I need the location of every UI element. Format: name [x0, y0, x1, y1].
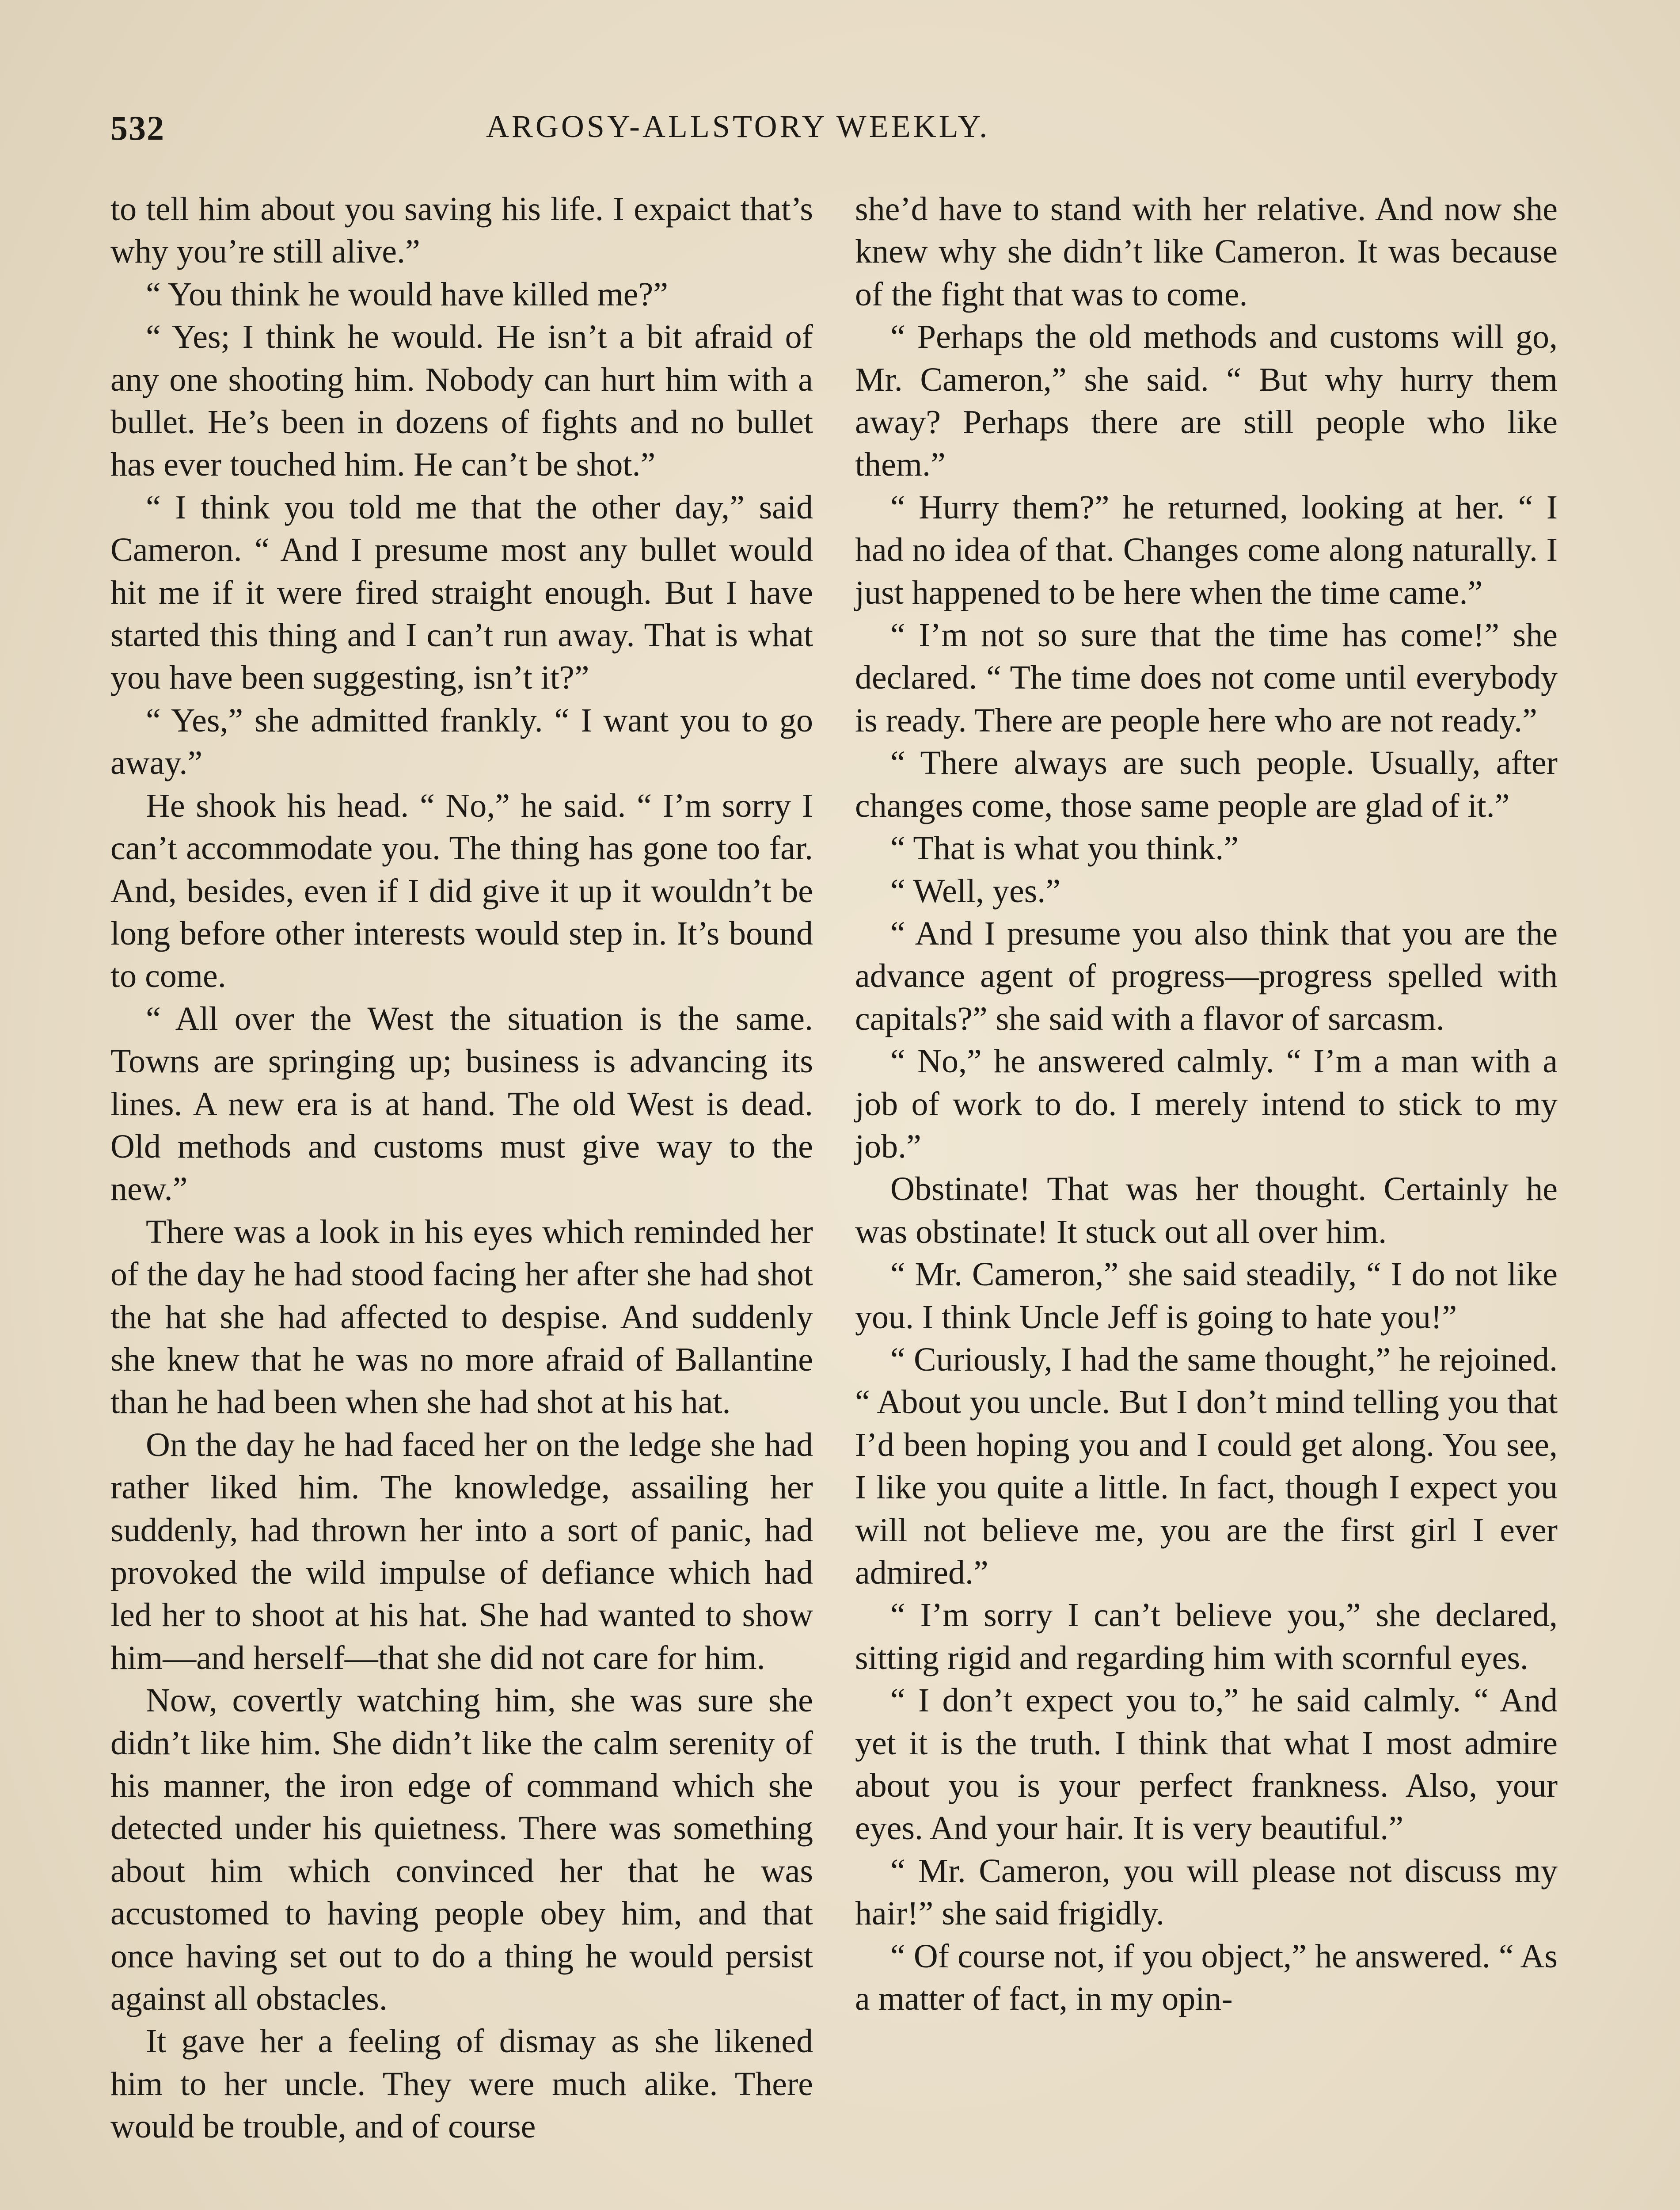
paragraph: “ Of course not, if you object,” he answered. “ As a matter of fact, in my opin-	[855, 1937, 1558, 2018]
right-column	[855, 188, 1558, 2020]
page-header	[110, 108, 1365, 157]
left-column	[110, 188, 813, 2148]
paragraph: Obstinate! That was her thought. Certainly he was obstinate! It stuck out all over him.	[855, 1170, 1558, 1250]
paragraph: On the day he had faced her on the ledge she had rather liked him. The knowledge, assailing her suddenly, had thrown her into a sort of panic, had provoked the wild impulse of defiance which had led her to shoot at his hat. She had wanted to show him—and herself—that she did not care for him.	[110, 1426, 813, 1677]
paragraph: “ Mr. Cameron, you will please not discuss my hair!” she said frigidly.	[855, 1852, 1558, 1932]
paragraph: “ I think you told me that the other day,” said Cameron. “ And I presume most any bullet would hit me if it were fired straight enough. But I have started this thing and I can’t run away. That is what you have been suggesting, isn’t it?”	[110, 488, 813, 697]
paragraph: “ All over the West the situation is the same. Towns are springing up; business is advancing its lines. A new era is at hand. The old West is dead. Old methods and customs must give way to the new.”	[110, 1000, 813, 1208]
paragraph: He shook his head. “ No,” he said. “ I’m sorry I can’t accommodate you. The thing has gone too far. And, besides, even if I did give it up it wouldn’t be long before other interests would step in. It’s bound to come.	[110, 787, 813, 995]
paragraph: she’d have to stand with her relative. And now she knew why she didn’t like Cameron. It was because of the fight that was to come.	[855, 191, 1558, 313]
paragraph: “ I don’t expect you to,” he said calmly. “ And yet it is the truth. I think that what I most admire about you is your perfect frankness. Also, your eyes. And your hair. It is very beautiful.”	[855, 1682, 1558, 1847]
running-title: ARGOSY-ALLSTORY WEEKLY.	[486, 109, 990, 144]
paragraph: “ I’m not so sure that the time has come!” she declared. “ The time does not come until everybody is ready. There are people here who are not ready.”	[855, 617, 1558, 739]
paragraph: “ Hurry them?” he returned, looking at her. “ I had no idea of that. Changes come along naturally. I just happened to be here when the time came.”	[855, 488, 1558, 611]
paragraph: There was a look in his eyes which reminded her of the day he had stood facing her after she had shot the hat she had affected to despise. And suddenly she knew that he was no more afraid of Ballantine than he had been when she had shot at his hat.	[110, 1213, 813, 1421]
page-number: 532	[110, 109, 165, 147]
paragraph: “ Curiously, I had the same thought,” he rejoined. “ About you uncle. But I don’t mind telling you that I’d been hoping you and I could get along. You see, I like you quite a little. In fact, though I expect you will not believe me, you are the first girl I ever admired.”	[855, 1341, 1558, 1591]
paragraph: to tell him about you saving his life. I expaict that’s why you’re still alive.”	[110, 191, 813, 271]
paragraph: “ Yes,” she admitted frankly. “ I want you to go away.”	[110, 701, 813, 782]
paragraph: “ I’m sorry I can’t believe you,” she declared, sitting rigid and regarding him with scornful eyes.	[855, 1597, 1558, 1677]
paragraph: “ Well, yes.”	[890, 872, 1061, 910]
paragraph: “ Mr. Cameron,” she said steadily, “ I do not like you. I think Uncle Jeff is going to hate you!”	[855, 1256, 1558, 1336]
paragraph: Now, covertly watching him, she was sure she didn’t like him. She didn’t like the calm serenity of his manner, the iron edge of command which she detected under his quietness. There was something about him which convinced her that he was accustomed to having people obey him, and that once having set out to do a thing he would persist against all obstacles.	[110, 1682, 813, 2018]
paragraph: “ Perhaps the old methods and customs will go, Mr. Cameron,” she said. “ But why hurry them away? Perhaps there are still people who like them.”	[855, 318, 1558, 484]
paragraph: “ You think he would have killed me?”	[146, 275, 669, 313]
paragraph: It gave her a feeling of dismay as she likened him to her uncle. They were much alike. There would be trouble, and of course	[110, 2023, 813, 2145]
paragraph: “ Yes; I think he would. He isn’t a bit afraid of any one shooting him. Nobody can hurt him with a bullet. He’s been in dozens of fights and no bullet has ever touched him. He can’t be shot.”	[110, 318, 813, 484]
paragraph: “ There always are such people. Usually, after changes come, those same people are glad of it.”	[855, 744, 1558, 824]
paragraph: “ That is what you think.”	[890, 830, 1239, 867]
paragraph: “ No,” he answered calmly. “ I’m a man with a job of work to do. I merely intend to stick to my job.”	[855, 1043, 1558, 1165]
paragraph: “ And I presume you also think that you are the advance agent of progress—progress spelled with capitals?” she said with a flavor of sarcasm.	[855, 914, 1558, 1037]
